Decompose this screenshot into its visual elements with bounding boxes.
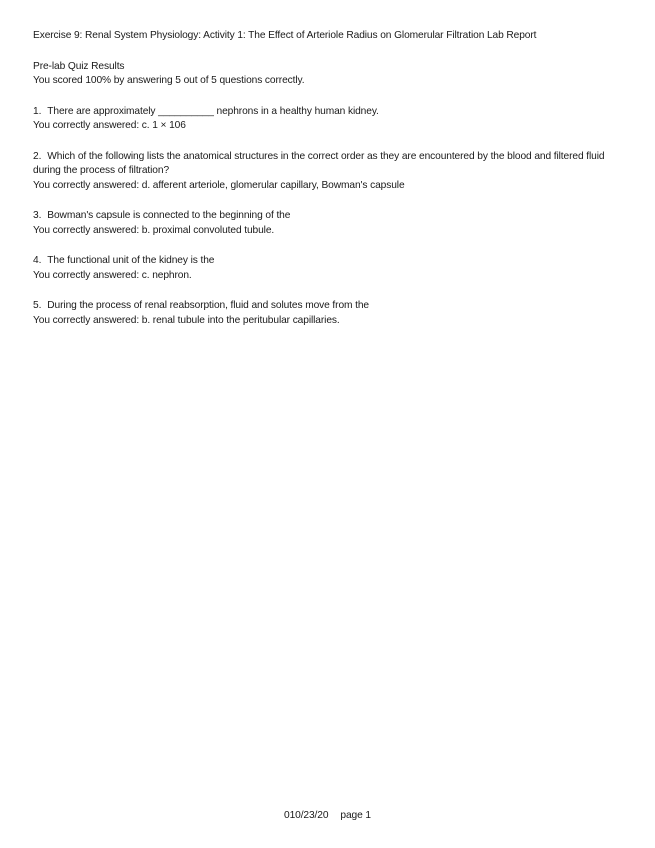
question-item [33, 299, 623, 328]
question-number: 2. [33, 150, 42, 162]
report-title: Exercise 9: Renal System Physiology: Activity 1: The Effect of Arteriole Radius on Glomerular Filtration Lab Report [33, 30, 537, 41]
question-text: There are approximately __________ nephrons in a healthy human kidney. [47, 105, 379, 117]
answer-text: You correctly answered: b. proximal convoluted tubule. [33, 224, 275, 236]
question-text: Which of the following lists the anatomical structures in the correct order as they are encountered by the blood and filtered fluid during the process of filtration? [33, 150, 605, 176]
question-text-block [33, 299, 623, 314]
page-number: page 1 [340, 810, 371, 821]
question-item [33, 105, 623, 134]
question-text: During the process of renal reabsorption, fluid and solutes move from the [47, 300, 370, 311]
answer-text: You correctly answered: b. renal tubule into the peritubular capillaries. [33, 314, 340, 326]
results-heading: Pre-lab Quiz Results [33, 60, 125, 72]
answer-text: You correctly answered: c. nephron. [33, 269, 192, 281]
question-text: Bowman's capsule is connected to the beginning of the [47, 210, 291, 221]
question-item [33, 150, 623, 194]
question-text-block [33, 105, 623, 120]
question-number: 3. [33, 210, 42, 221]
question-text-block [33, 209, 623, 224]
question-text-block [33, 150, 623, 179]
footer-date: 010/23/20 [284, 810, 329, 821]
question-number: 5. [33, 300, 42, 311]
page-footer [0, 809, 655, 824]
score-summary: You scored 100% by answering 5 out of 5 questions correctly. [33, 75, 305, 86]
question-number: 1. [33, 105, 42, 117]
question-text-block [33, 254, 623, 269]
question-text: The functional unit of the kidney is the [47, 255, 215, 266]
answer-text: You correctly answered: c. 1 × 106 [33, 120, 186, 131]
answer-text: You correctly answered: d. afferent arteriole, glomerular capillary, Bowman's capsule [33, 179, 405, 191]
question-item [33, 209, 623, 238]
question-number: 4. [33, 255, 42, 266]
quiz-results [33, 60, 623, 89]
question-item [33, 254, 623, 283]
report-page [33, 29, 623, 344]
